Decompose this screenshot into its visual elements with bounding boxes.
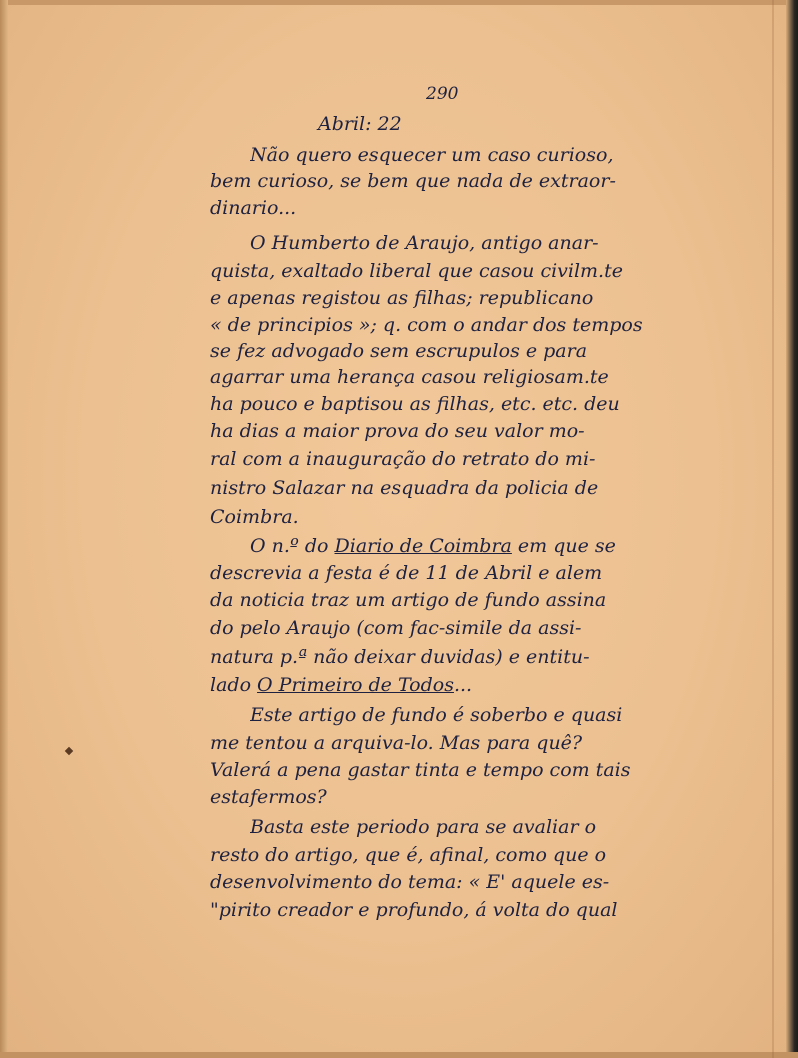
text-line [250, 531, 680, 561]
text-line: descrevia a festa é de 11 de Abril e alem [210, 562, 603, 584]
date-heading: Abril: 22 [318, 113, 402, 135]
text-line: da noticia traz um artigo de fundo assina [210, 589, 607, 611]
text-line: ha dias a maior prova do seu valor mo- [210, 420, 585, 442]
text-line: agarrar uma herança casou religiosam.te [210, 366, 609, 388]
text-line: dinario... [210, 197, 297, 219]
article-title: O Primeiro de Todos [257, 674, 454, 696]
page-number: 290 [426, 84, 459, 104]
text-line: Valerá a pena gastar tinta e tempo com tais [210, 759, 631, 781]
text-line: ha pouco e baptisou as filhas, etc. etc. deu [210, 393, 620, 415]
text-line: « de principios »; q. com o andar dos tempos [210, 314, 643, 336]
text-line [210, 670, 685, 700]
text-line: Basta este periodo para se avaliar o [250, 816, 597, 838]
text-line: nistro Salazar na esquadra da policia de [210, 477, 599, 499]
text-line: resto do artigo, que é, afinal, como que o [210, 844, 607, 866]
text-line: desenvolvimento do tema: « E' aquele es- [210, 871, 610, 893]
text-line: e apenas registou as filhas; republicano [210, 287, 594, 309]
text-segment: O n.º do [250, 535, 335, 557]
text-line: se fez advogado sem escrupulos e para [210, 340, 588, 362]
text-segment: lado [210, 674, 258, 696]
text-line: Coimbra. [210, 506, 299, 528]
text-line: Não quero esquecer um caso curioso, [250, 144, 614, 166]
text-line: natura p.ª não deixar duvidas) e entitu- [210, 646, 590, 668]
text-line: Este artigo de fundo é soberbo e quasi [250, 704, 623, 726]
text-line: bem curioso, se bem que nada de extraor- [210, 170, 616, 192]
text-line: do pelo Araujo (com fac-simile da assi- [210, 617, 582, 639]
text-line: quista, exaltado liberal que casou civilm.te [210, 260, 623, 282]
text-line: ral com a inauguração do retrato do mi- [210, 448, 596, 470]
text-segment: em que se [511, 535, 616, 557]
text-line: O Humberto de Araujo, antigo anar- [250, 232, 599, 254]
text-line: "pirito creador e profundo, á volta do qual [210, 899, 618, 921]
newspaper-name: Diario de Coimbra [334, 535, 512, 557]
text-line: me tentou a arquiva-lo. Mas para quê? [210, 732, 583, 754]
text-line: estafermos? [210, 786, 327, 808]
text-segment: ... [453, 674, 473, 696]
